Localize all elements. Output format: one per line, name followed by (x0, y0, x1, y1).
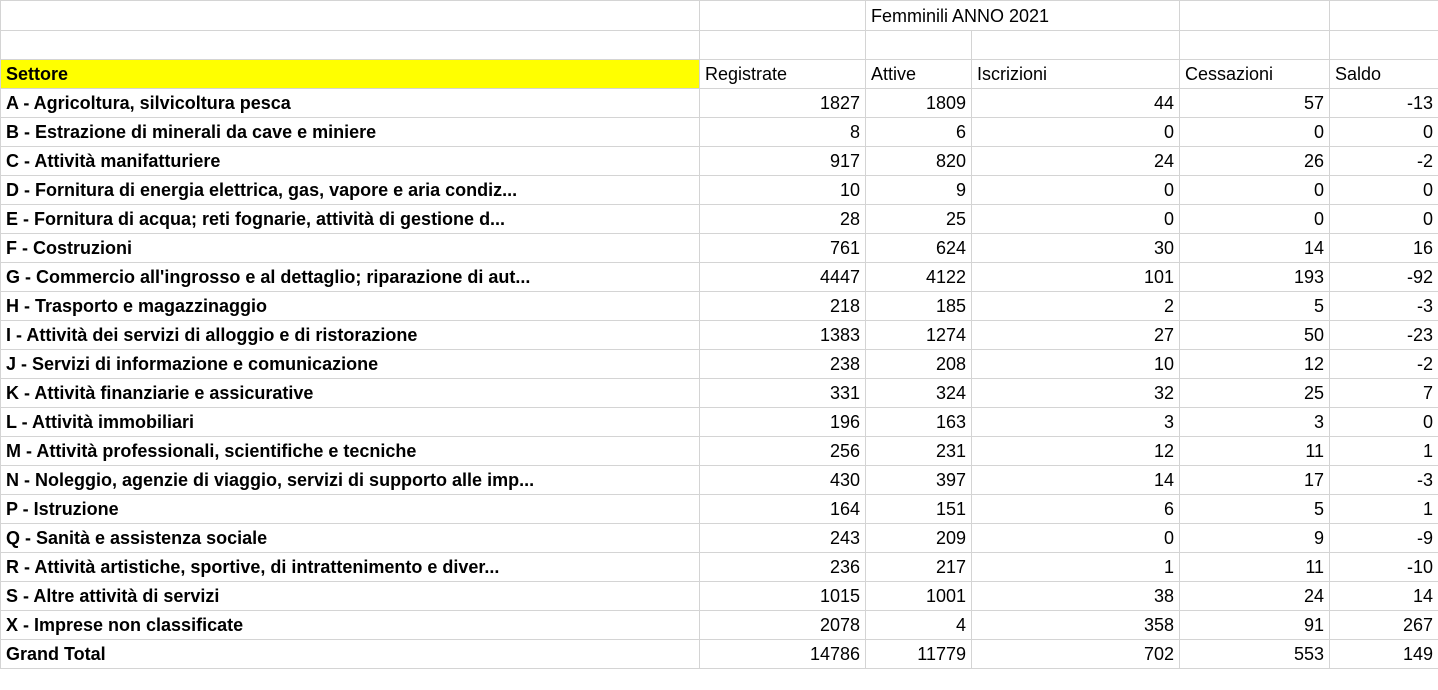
cell-settore[interactable]: Grand Total (1, 640, 700, 669)
table-row (1, 234, 1438, 263)
cell-attive[interactable]: 209 (866, 524, 972, 553)
cell-registrate[interactable]: 236 (700, 553, 866, 582)
cell-saldo[interactable]: 0 (1330, 408, 1438, 437)
cell-registrate[interactable]: 238 (700, 350, 866, 379)
cell-attive[interactable]: 217 (866, 553, 972, 582)
cell-attive[interactable]: 231 (866, 437, 972, 466)
cell-registrate[interactable]: 917 (700, 147, 866, 176)
table-row (1, 437, 1438, 466)
cell-attive[interactable]: 324 (866, 379, 972, 408)
table-row (1, 350, 1438, 379)
cell-saldo[interactable]: 0 (1330, 205, 1438, 234)
table-row (1, 321, 1438, 350)
cell-saldo[interactable]: 14 (1330, 582, 1438, 611)
header-registrate[interactable]: Registrate (700, 60, 866, 89)
cell[interactable] (700, 1, 866, 31)
cell-cessazioni[interactable]: 14 (1180, 234, 1330, 263)
cell-cessazioni[interactable]: 26 (1180, 147, 1330, 176)
cell-settore[interactable]: R - Attività artistiche, sportive, di intrattenimento e diver... (1, 553, 700, 582)
cell-iscrizioni[interactable]: 6 (972, 495, 1180, 524)
cell-cessazioni[interactable]: 5 (1180, 292, 1330, 321)
cell-cessazioni[interactable]: 0 (1180, 176, 1330, 205)
cell-registrate[interactable]: 28 (700, 205, 866, 234)
cell-saldo[interactable]: 267 (1330, 611, 1438, 640)
cell-attive[interactable]: 11779 (866, 640, 972, 669)
cell-registrate[interactable]: 164 (700, 495, 866, 524)
cell-iscrizioni[interactable]: 1 (972, 553, 1180, 582)
header-saldo[interactable]: Saldo (1330, 60, 1438, 89)
cell-cessazioni[interactable]: 11 (1180, 553, 1330, 582)
cell-registrate[interactable]: 1383 (700, 321, 866, 350)
cell-iscrizioni[interactable]: 12 (972, 437, 1180, 466)
cell-registrate[interactable]: 10 (700, 176, 866, 205)
cell-iscrizioni[interactable]: 27 (972, 321, 1180, 350)
cell-registrate[interactable]: 14786 (700, 640, 866, 669)
cell-saldo[interactable]: 0 (1330, 176, 1438, 205)
cell-settore[interactable]: B - Estrazione di minerali da cave e miniere (1, 118, 700, 147)
cell-cessazioni[interactable]: 553 (1180, 640, 1330, 669)
cell-cessazioni[interactable]: 5 (1180, 495, 1330, 524)
cell-saldo[interactable]: 7 (1330, 379, 1438, 408)
cell-settore[interactable]: X - Imprese non classificate (1, 611, 700, 640)
cell-settore[interactable]: P - Istruzione (1, 495, 700, 524)
table-row (1, 466, 1438, 495)
cell-iscrizioni[interactable]: 0 (972, 118, 1180, 147)
cell-settore[interactable]: D - Fornitura di energia elettrica, gas, vapore e aria condiz... (1, 176, 700, 205)
cell-attive[interactable]: 163 (866, 408, 972, 437)
cell-cessazioni[interactable]: 193 (1180, 263, 1330, 292)
cell[interactable] (1, 1, 700, 31)
cell-attive[interactable]: 6 (866, 118, 972, 147)
cell-settore[interactable]: Q - Sanità e assistenza sociale (1, 524, 700, 553)
cell-settore[interactable]: E - Fornitura di acqua; reti fognarie, attività di gestione d... (1, 205, 700, 234)
table-row (1, 408, 1438, 437)
cell-saldo[interactable]: -2 (1330, 147, 1438, 176)
cell-attive[interactable]: 397 (866, 466, 972, 495)
table-row (1, 89, 1438, 118)
cell-attive[interactable]: 4122 (866, 263, 972, 292)
cell-attive[interactable]: 1001 (866, 582, 972, 611)
cell-registrate[interactable]: 1015 (700, 582, 866, 611)
cell-saldo[interactable]: -3 (1330, 292, 1438, 321)
cell-cessazioni[interactable]: 91 (1180, 611, 1330, 640)
cell[interactable] (1180, 31, 1330, 60)
cell[interactable] (1, 31, 700, 60)
table-row (1, 611, 1438, 640)
cell-saldo[interactable]: -2 (1330, 350, 1438, 379)
cell-iscrizioni[interactable]: 358 (972, 611, 1180, 640)
cell-registrate[interactable]: 8 (700, 118, 866, 147)
cell-registrate[interactable]: 243 (700, 524, 866, 553)
cell-attive[interactable]: 208 (866, 350, 972, 379)
cell-settore[interactable]: K - Attività finanziarie e assicurative (1, 379, 700, 408)
header-attive[interactable]: Attive (866, 60, 972, 89)
cell-settore[interactable]: C - Attività manifatturiere (1, 147, 700, 176)
cell-iscrizioni[interactable]: 0 (972, 176, 1180, 205)
table-row (1, 176, 1438, 205)
cell-cessazioni[interactable]: 0 (1180, 205, 1330, 234)
cell-settore[interactable]: G - Commercio all'ingrosso e al dettaglio; riparazione di aut... (1, 263, 700, 292)
cell-iscrizioni[interactable]: 32 (972, 379, 1180, 408)
cell-iscrizioni[interactable]: 38 (972, 582, 1180, 611)
cell-attive[interactable]: 820 (866, 147, 972, 176)
cell-registrate[interactable]: 430 (700, 466, 866, 495)
cell-cessazioni[interactable]: 3 (1180, 408, 1330, 437)
cell-iscrizioni[interactable]: 44 (972, 89, 1180, 118)
cell-attive[interactable]: 1274 (866, 321, 972, 350)
cell-iscrizioni[interactable]: 702 (972, 640, 1180, 669)
table-row (1, 263, 1438, 292)
grand-total-row (1, 640, 1438, 669)
header-cessazioni[interactable]: Cessazioni (1180, 60, 1330, 89)
header-iscrizioni[interactable]: Iscrizioni (972, 60, 1180, 89)
cell-iscrizioni[interactable]: 14 (972, 466, 1180, 495)
cell-attive[interactable]: 624 (866, 234, 972, 263)
pivot-title[interactable]: Femminili ANNO 2021 (866, 1, 1180, 31)
cell[interactable] (1330, 31, 1438, 60)
cell-registrate[interactable]: 331 (700, 379, 866, 408)
table-row (1, 495, 1438, 524)
cell-saldo[interactable]: -92 (1330, 263, 1438, 292)
table-row (1, 524, 1438, 553)
cell[interactable] (1330, 1, 1438, 31)
cell-iscrizioni[interactable]: 10 (972, 350, 1180, 379)
cell-cessazioni[interactable]: 11 (1180, 437, 1330, 466)
cell-iscrizioni[interactable]: 2 (972, 292, 1180, 321)
cell-registrate[interactable]: 256 (700, 437, 866, 466)
cell-saldo[interactable]: -3 (1330, 466, 1438, 495)
cell-registrate[interactable]: 1827 (700, 89, 866, 118)
cell-settore[interactable]: S - Altre attività di servizi (1, 582, 700, 611)
cell-settore[interactable]: I - Attività dei servizi di alloggio e di ristorazione (1, 321, 700, 350)
cell-iscrizioni[interactable]: 30 (972, 234, 1180, 263)
cell-iscrizioni[interactable]: 0 (972, 205, 1180, 234)
table-row (1, 582, 1438, 611)
cell-saldo[interactable]: 0 (1330, 118, 1438, 147)
table-row (1, 379, 1438, 408)
cell-registrate[interactable]: 2078 (700, 611, 866, 640)
cell-attive[interactable]: 185 (866, 292, 972, 321)
cell-settore[interactable]: L - Attività immobiliari (1, 408, 700, 437)
cell-cessazioni[interactable]: 0 (1180, 118, 1330, 147)
cell-registrate[interactable]: 4447 (700, 263, 866, 292)
table-row (1, 147, 1438, 176)
cell-saldo[interactable]: 149 (1330, 640, 1438, 669)
header-row (1, 60, 1438, 89)
title-row (1, 1, 1438, 31)
cell-settore[interactable]: J - Servizi di informazione e comunicazione (1, 350, 700, 379)
cell-saldo[interactable]: 16 (1330, 234, 1438, 263)
cell[interactable] (972, 31, 1180, 60)
cell-settore[interactable]: A - Agricoltura, silvicoltura pesca (1, 89, 700, 118)
cell[interactable] (866, 31, 972, 60)
table-row (1, 205, 1438, 234)
cell-saldo[interactable]: -9 (1330, 524, 1438, 553)
cell-registrate[interactable]: 218 (700, 292, 866, 321)
blank-row (1, 31, 1438, 60)
cell-registrate[interactable]: 761 (700, 234, 866, 263)
cell-cessazioni[interactable]: 25 (1180, 379, 1330, 408)
cell-cessazioni[interactable]: 50 (1180, 321, 1330, 350)
table-row (1, 553, 1438, 582)
cell-settore[interactable]: F - Costruzioni (1, 234, 700, 263)
cell-settore[interactable]: N - Noleggio, agenzie di viaggio, servizi di supporto alle imp... (1, 466, 700, 495)
cell-registrate[interactable]: 196 (700, 408, 866, 437)
cell-iscrizioni[interactable]: 24 (972, 147, 1180, 176)
header-settore[interactable]: Settore (1, 60, 700, 89)
cell-attive[interactable]: 1809 (866, 89, 972, 118)
cell-settore[interactable]: M - Attività professionali, scientifiche e tecniche (1, 437, 700, 466)
cell-cessazioni[interactable]: 24 (1180, 582, 1330, 611)
cell-cessazioni[interactable]: 57 (1180, 89, 1330, 118)
cell-cessazioni[interactable]: 9 (1180, 524, 1330, 553)
cell-saldo[interactable]: -23 (1330, 321, 1438, 350)
cell-iscrizioni[interactable]: 101 (972, 263, 1180, 292)
cell-cessazioni[interactable]: 12 (1180, 350, 1330, 379)
cell-saldo[interactable]: 1 (1330, 495, 1438, 524)
cell-attive[interactable]: 25 (866, 205, 972, 234)
cell-saldo[interactable]: -10 (1330, 553, 1438, 582)
cell-cessazioni[interactable]: 17 (1180, 466, 1330, 495)
cell-settore[interactable]: H - Trasporto e magazzinaggio (1, 292, 700, 321)
cell-attive[interactable]: 4 (866, 611, 972, 640)
cell-saldo[interactable]: 1 (1330, 437, 1438, 466)
cell-saldo[interactable]: -13 (1330, 89, 1438, 118)
table-row (1, 118, 1438, 147)
cell-attive[interactable]: 151 (866, 495, 972, 524)
cell[interactable] (1180, 1, 1330, 31)
cell-attive[interactable]: 9 (866, 176, 972, 205)
cell-iscrizioni[interactable]: 3 (972, 408, 1180, 437)
cell[interactable] (700, 31, 866, 60)
table-row (1, 292, 1438, 321)
cell-iscrizioni[interactable]: 0 (972, 524, 1180, 553)
